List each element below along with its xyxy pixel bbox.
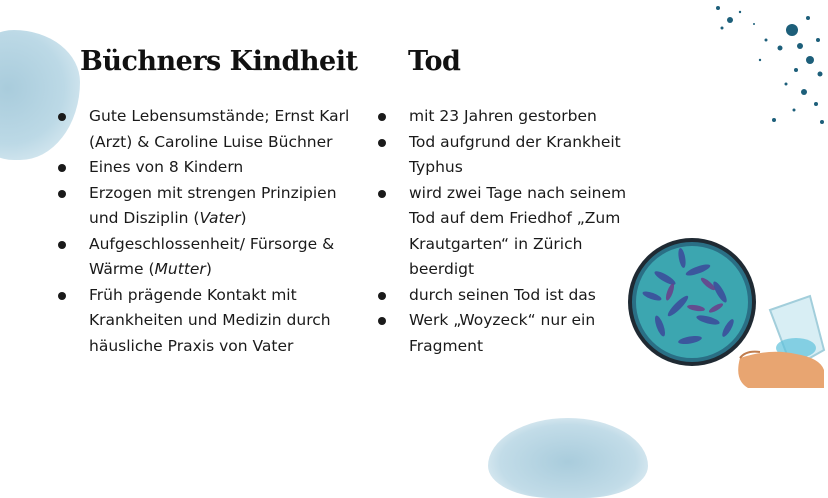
bullet-icon (58, 113, 66, 121)
bullet-icon (378, 317, 386, 325)
title-kindheit: Büchners Kindheit (80, 46, 358, 77)
list-item-note: Vater (199, 209, 241, 227)
list-item: Eines von 8 Kindern (58, 155, 358, 181)
list-item: durch seinen Tod ist das (378, 283, 628, 309)
list-item: wird zwei Tage nach seinem Tod auf dem Friedhof „Zum Krautgarten“ in Zürich beerdigt (378, 181, 628, 283)
paint-splatter-icon (700, 0, 828, 130)
bullet-icon (58, 164, 66, 172)
list-item: Aufgeschlossenheit/ Fürsorge & Wärme (Mutter) (58, 232, 358, 283)
list-item: Erzogen mit strengen Prinzipien und Disziplin (Vater) (58, 181, 358, 232)
list-item: Tod aufgrund der Krankheit Typhus (378, 130, 628, 181)
petri-dish-bacteria-icon (620, 230, 828, 390)
list-item-note: Mutter (154, 260, 206, 278)
list-item: mit 23 Jahren gestorben (378, 104, 628, 130)
bullet-icon (378, 190, 386, 198)
kindheit-list (58, 104, 358, 359)
list-item: Werk „Woyzeck“ nur ein Fragment (378, 308, 628, 359)
watercolor-blob-bottom (488, 418, 648, 498)
bullet-icon (58, 190, 66, 198)
bullet-icon (378, 292, 386, 300)
bullet-icon (58, 292, 66, 300)
list-item: Gute Lebensumstände; Ernst Karl (Arzt) & Caroline Luise Büchner (58, 104, 358, 155)
tod-list (378, 104, 628, 359)
title-tod: Tod (408, 46, 461, 77)
list-item: Früh prägende Kontakt mit Krankheiten und Medizin durch häusliche Praxis von Vater (58, 283, 358, 360)
bullet-icon (378, 113, 386, 121)
bullet-icon (378, 139, 386, 147)
bullet-icon (58, 241, 66, 249)
